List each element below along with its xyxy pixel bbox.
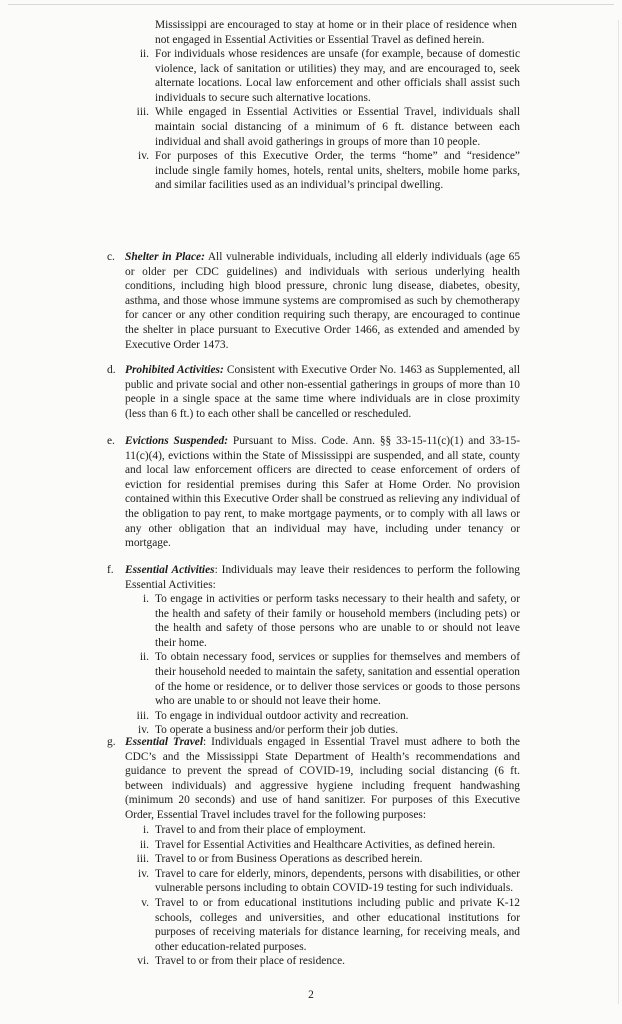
list-item: iv. Travel to care for elderly, minors, dependents, persons with disabilities, or other vulnerable persons including to obtain COVID-19 testing for such individuals. bbox=[138, 867, 520, 895]
list-item: iv. To operate a business and/or perform their job duties. bbox=[138, 724, 399, 737]
list-item: ii. Travel for Essential Activities and Healthcare Activities, as defined herein. bbox=[139, 838, 496, 851]
section-title: Prohibited Activities: bbox=[125, 364, 224, 376]
scan-top-edge bbox=[8, 4, 614, 5]
page-number: 2 bbox=[308, 989, 314, 1001]
section-shelter-in-place: c. Shelter in Place: All vulnerable individuals, including all elderly individuals (age 65 or older per CDC guidelines) and individuals with serious underlying health conditions, including high blood pressure, chronic lung disease, diabetes, obesity, asthma, and those whose immune systems are compromised as such by chemotherapy for cancer or any other condition requiring such therapy, are encouraged to continue the shelter in place pursuant to Executive Order 1466, as extended and amended by Executive Order 1473. bbox=[107, 251, 521, 351]
list-item: i. To engage in activities or perform tasks necessary to their health and safety, or the health and safety of their family or household members (including pets) or the health and safety of those persons who are unable to or should not leave their home. bbox=[142, 593, 520, 649]
list-item: vi. Travel to or from their place of residence. bbox=[137, 955, 345, 968]
scan-right-edge bbox=[618, 20, 619, 1004]
list-item: iii. While engaged in Essential Activities or Essential Travel, individuals shall maintain social distancing of a minimum of 6 ft. distance between each individual and shall avoid gatherings in groups of more than 10 people. bbox=[136, 106, 520, 148]
list-item: ii. For individuals whose residences are unsafe (for example, because of domestic violence, lack of sanitation or utilities) they may, and are encouraged to, seek alternate locations. Local law enforcement and other officials shall assist such individuals to secure such alternative locations. bbox=[139, 48, 520, 104]
section-title: Shelter in Place: bbox=[125, 251, 205, 263]
section-title: Essential Travel bbox=[125, 736, 203, 748]
section-title: Essential Activities bbox=[125, 564, 215, 576]
essential-activities-list bbox=[133, 592, 520, 738]
essential-travel-list bbox=[133, 823, 520, 969]
list-item: iii. To engage in individual outdoor activity and recreation. bbox=[136, 709, 409, 722]
continued-paragraph: Mississippi are encouraged to stay at home or in their place of residence when not engaged in Essential Activities or Essential Travel as defined herein. bbox=[155, 19, 517, 46]
list-item: iv. For purposes of this Executive Order, the terms “home” and “residence” include single family homes, hotels, rental units, shelters, mobile home parks, and similar facilities used as an individual’s principal dwelling. bbox=[138, 150, 520, 192]
list-item: ii. To obtain necessary food, services or supplies for themselves and members of their household needed to maintain the safety, sanitation and essential operation of the home or residence, or to deliver those services or goods to those persons who are unable to or should not leave their home. bbox=[139, 651, 520, 708]
list-item: iii. Travel to or from Business Operations as described herein. bbox=[136, 853, 423, 866]
section-prohibited-activities: d. Prohibited Activities: Consistent with Executive Order No. 1463 as Supplemented, all public and private social and other non-essential gatherings in groups of more than 10 people in a single space at the same time where individuals are in close proximity (less than 6 ft.) to each other shall be cancelled or rescheduled. bbox=[107, 364, 520, 420]
section-essential-travel: g. Essential Travel: Individuals engaged in Essential Travel must adhere to both the CDC’s and the Mississippi State Department of Health’s recommendations and guidance to prevent the spread of COVID-19, including social distancing (6 ft. between individuals) and aggressive hygiene including frequent handwashing (minimum 20 seconds) and use of hand sanitizer. For purposes of this Executive Order, Essential Travel includes travel for the following purposes: bbox=[107, 736, 520, 821]
section-evictions-suspended: e. Evictions Suspended: Pursuant to Miss. Code. Ann. §§ 33-15-11(c)(1) and 33-15-11(c)(4), evictions within the State of Mississippi are suspended, and all state, county and local law enforcement officers are directed to cease enforcement of orders of eviction for residential premises during this Safer at Home Order. No provision contained within this Executive Order shall be construed as relieving any individual of the obligation to pay rent, to make mortgage payments, or to comply with all laws or any other obligation that an individual may have, including under tenancy or mortgage. bbox=[107, 435, 520, 550]
list-item: i. Travel to and from their place of employment. bbox=[142, 824, 366, 836]
section-title: Evictions Suspended: bbox=[125, 435, 228, 447]
continued-list bbox=[133, 47, 520, 193]
section-essential-activities: f. Essential Activities: Individuals may leave their residences to perform the following Essential Activities: bbox=[107, 564, 520, 591]
list-item: v. Travel to or from educational institutions including public and private K-12 schools, colleges and universities, and other educational institutions for purposes of receiving materials for distance learning, for receiving meals, and other education-related purposes. bbox=[141, 896, 520, 953]
